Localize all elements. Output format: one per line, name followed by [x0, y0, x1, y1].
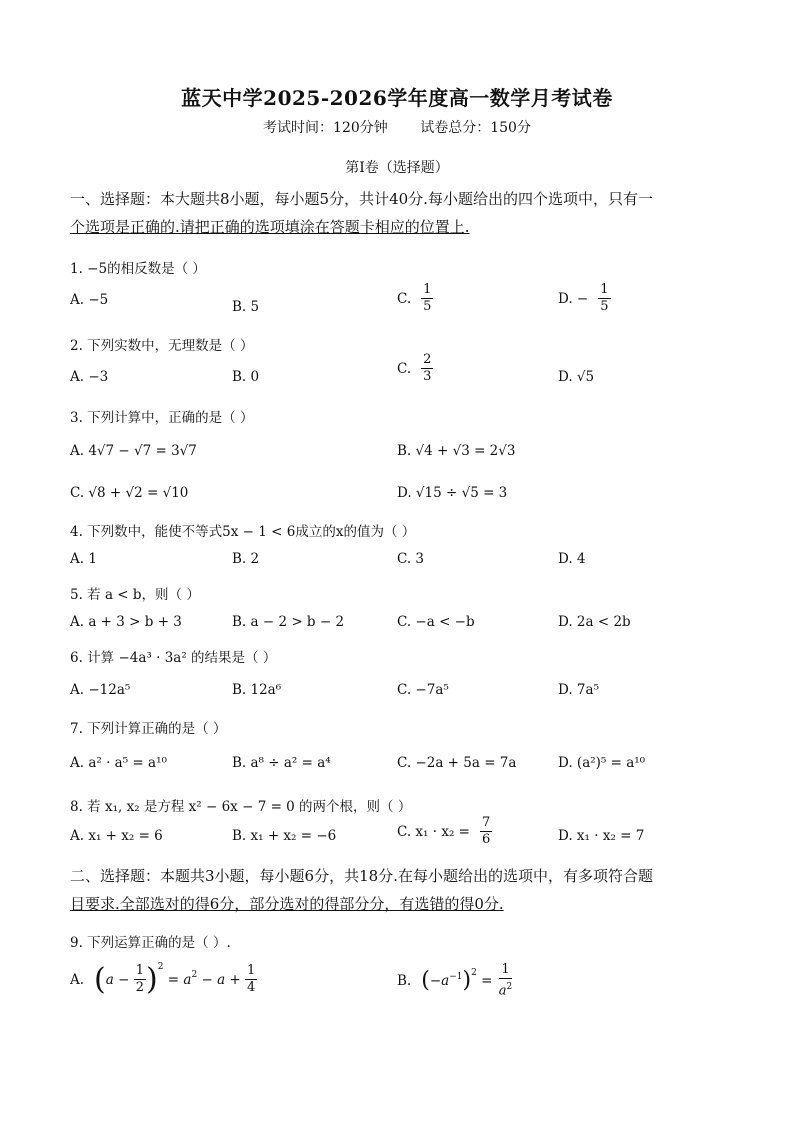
math-neg-a-inverse: −a	[429, 972, 450, 989]
math-minus-a: − a +	[197, 971, 246, 988]
exponent-neg-1: −1	[449, 972, 463, 982]
question-8-stem: 8. 若 x₁, x₂ 是方程 x² − 6x − 7 = 0 的两个根，则（ ）	[70, 799, 412, 815]
section-2-line-1: 二、选择题：本题共3小题，每小题6分，共18分.在每小题给出的选项中，有多项符合题	[70, 867, 653, 885]
math-var-a: a	[105, 971, 114, 988]
math-equals: =	[163, 971, 184, 988]
q1-option-b[interactable]: B. 5	[232, 299, 260, 315]
exam-time: 考试时间：120分钟	[263, 120, 388, 136]
q5-option-b[interactable]: B. a − 2 > b − 2	[232, 614, 345, 630]
q8-option-a[interactable]: A. x₁ + x₂ = 6	[70, 828, 163, 844]
q1-option-d[interactable]	[558, 282, 611, 315]
q4-option-d[interactable]: D. 4	[558, 551, 586, 567]
question-4-stem: 4. 下列数中，能使不等式5x − 1 < 6成立的x的值为（ ）	[70, 524, 416, 540]
q2-option-b[interactable]: B. 0	[232, 369, 260, 385]
question-7-stem: 7. 下列计算正确的是（ ）	[70, 721, 227, 737]
math-a-squared: a	[183, 971, 192, 988]
q8-c-fraction	[480, 815, 492, 848]
q9-a-inner-fraction	[134, 963, 146, 996]
left-paren: (	[94, 962, 106, 997]
section-1-instructions	[70, 185, 720, 241]
q1-option-d-label: D. −	[558, 290, 589, 307]
q8-option-d[interactable]: D. x₁ · x₂ = 7	[558, 828, 645, 844]
q2-option-c[interactable]	[397, 352, 433, 385]
q6-option-b[interactable]: B. 12a⁶	[232, 682, 282, 698]
exponent-2: 2	[471, 968, 477, 978]
q4-option-b[interactable]: B. 2	[232, 551, 260, 567]
q8-option-b[interactable]: B. x₁ + x₂ = −6	[232, 828, 337, 844]
q2-c-fraction	[421, 352, 433, 385]
fraction-numerator: 2	[423, 352, 432, 367]
fraction-numerator: 1	[247, 963, 256, 978]
exponent-2: 2	[157, 962, 164, 972]
q8-option-c[interactable]	[397, 815, 492, 848]
q2-option-c-label: C.	[397, 360, 412, 377]
q9-a-fraction	[245, 963, 257, 996]
section-1-line-1: 一、选择题：本大题共8小题，每小题5分，共计40分.每小题给出的四个选项中，只有一	[70, 190, 653, 208]
q3-option-d[interactable]: D. √15 ÷ √5 = 3	[397, 485, 508, 501]
q9-option-b-label: B.	[397, 972, 412, 989]
q5-option-a[interactable]: A. a + 3 > b + 3	[70, 614, 182, 630]
part-title: 第Ⅰ卷（选择题）	[345, 160, 449, 176]
q5-option-d[interactable]: D. 2a < 2b	[558, 614, 631, 630]
section-2-line-2: 目要求.全部选对的得6分，部分选对的得部分分，有选错的得0分.	[70, 895, 504, 913]
q6-option-a[interactable]: A. −12a⁵	[70, 682, 131, 698]
q3-option-c[interactable]: C. √8 + √2 = √10	[70, 485, 189, 501]
q5-option-c[interactable]: C. −a < −b	[397, 614, 475, 630]
q1-option-c[interactable]	[397, 282, 433, 315]
fraction-denominator: 6	[481, 832, 491, 847]
q1-option-c-label: C.	[397, 290, 412, 307]
q9-option-b[interactable]	[397, 962, 514, 999]
q1-c-fraction	[421, 282, 433, 315]
question-3-stem: 3. 下列计算中，正确的是（ ）	[70, 410, 254, 426]
q7-option-d[interactable]: D. (a²)⁵ = a¹⁰	[558, 755, 646, 771]
fraction-denominator-a-squared: $a^2$	[498, 982, 513, 999]
section-1-line-2: 个选项是正确的.请把正确的选项填涂在答题卡相应的位置上.	[70, 218, 470, 236]
fraction-numerator: 1	[501, 962, 510, 977]
question-6-stem: 6. 计算 −4a³ · 3a² 的结果是（ ）	[70, 650, 277, 666]
q8-option-c-label: C. x₁ · x₂ =	[397, 823, 470, 840]
right-paren: )	[462, 968, 472, 994]
q4-option-c[interactable]: C. 3	[397, 551, 425, 567]
question-2-stem: 2. 下列实数中，无理数是（ ）	[70, 338, 254, 354]
question-9-stem: 9. 下列运算正确的是（ ）.	[70, 935, 231, 951]
q2-option-d[interactable]: D. √5	[558, 369, 595, 385]
exam-title: 蓝天中学2025-2026学年度高一数学月考试卷	[181, 86, 613, 110]
q6-option-c[interactable]: C. −7a⁵	[397, 682, 449, 698]
math-minus: −	[113, 971, 134, 988]
question-1-stem: 1. −5的相反数是（ ）	[70, 261, 206, 277]
fraction-numerator: 1	[600, 282, 609, 297]
q7-option-c[interactable]: C. −2a + 5a = 7a	[397, 755, 517, 771]
left-paren: (	[421, 968, 430, 994]
q2-option-a[interactable]: A. −3	[70, 369, 109, 385]
fraction-denominator: 3	[423, 369, 432, 384]
fraction-numerator: 1	[135, 963, 145, 978]
right-paren: )	[146, 962, 158, 997]
section-2-instructions	[70, 862, 720, 918]
q3-option-a[interactable]: A. 4√7 − √7 = 3√7	[70, 443, 197, 459]
fraction-denominator: 4	[247, 980, 256, 995]
fraction-denominator: 5	[423, 299, 432, 314]
q3-option-b[interactable]: B. √4 + √3 = 2√3	[397, 443, 516, 459]
q7-option-a[interactable]: A. a² · a⁵ = a¹⁰	[70, 755, 167, 771]
q9-b-fraction	[497, 962, 515, 999]
q4-option-a[interactable]: A. 1	[70, 551, 97, 567]
question-5-stem: 5. 若 a < b，则（ ）	[70, 587, 200, 603]
q1-d-fraction	[598, 282, 610, 315]
fraction-denominator: 2	[135, 980, 145, 995]
fraction-denominator: 5	[600, 299, 609, 314]
q7-option-b[interactable]: B. a⁸ ÷ a² = a⁴	[232, 755, 331, 771]
q6-option-d[interactable]: D. 7a⁵	[558, 682, 599, 698]
fraction-numerator: 1	[423, 282, 432, 297]
q1-option-a[interactable]: A. −5	[70, 292, 109, 308]
q9-option-a[interactable]	[70, 962, 257, 997]
math-equals: =	[476, 972, 497, 989]
exam-meta	[0, 117, 794, 137]
fraction-numerator: 7	[481, 815, 491, 830]
q9-option-a-label: A.	[70, 971, 85, 988]
exponent-2: 2	[191, 970, 198, 980]
exam-score: 试卷总分：150分	[420, 120, 531, 136]
